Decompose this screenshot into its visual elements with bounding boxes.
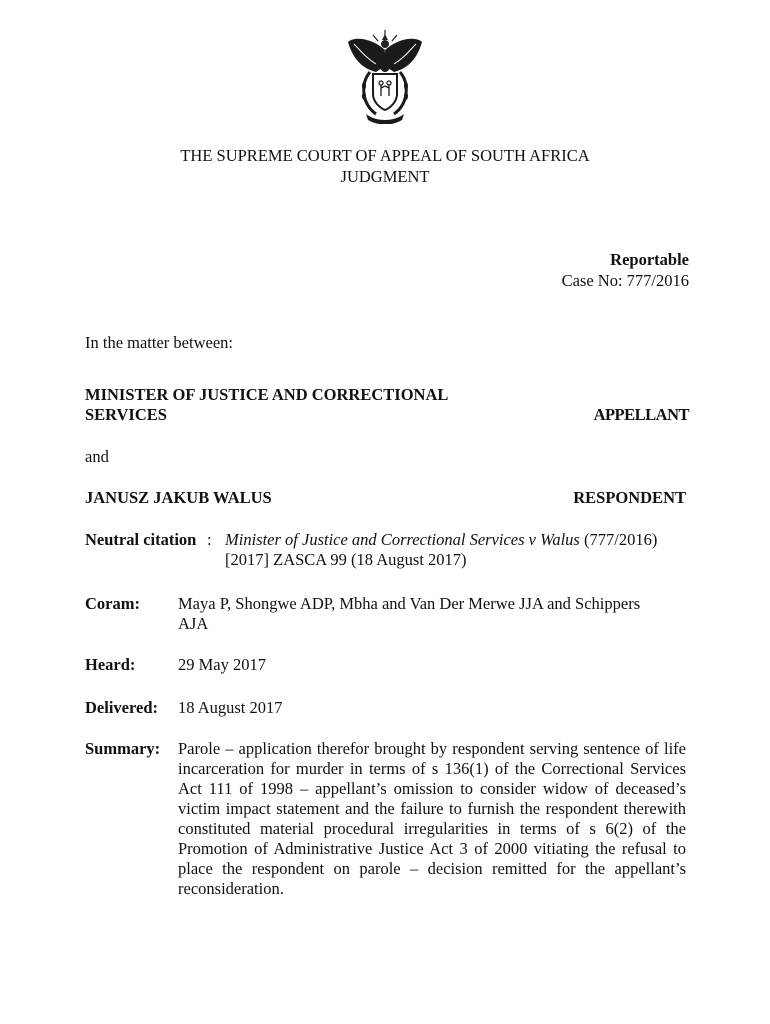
citation-case-number: (777/2016) (579, 530, 658, 549)
citation-reference: [2017] ZASCA 99 (18 August 2017) (225, 550, 467, 569)
document-type: JUDGMENT (340, 167, 430, 186)
coram-text-line1: Maya P, Shongwe ADP, Mbha and Van Der Merwe JJA and Schippers (178, 594, 641, 613)
party-conjunction: and (85, 447, 109, 466)
coram-text-line2: AJA (178, 614, 209, 633)
respondent-role: RESPONDENT (573, 488, 686, 507)
coram-label: Coram: (85, 594, 140, 613)
court-title-block (0, 145, 770, 187)
citation-colon: : (207, 530, 212, 549)
delivered-date: 18 August 2017 (178, 698, 283, 717)
heard-date: 29 May 2017 (178, 655, 266, 674)
appellant-name-line1: MINISTER OF JUSTICE AND CORRECTIONAL (85, 385, 449, 404)
respondent-name: JANUSZ JAKUB WALUS (85, 488, 272, 507)
case-number: Case No: 777/2016 (561, 271, 689, 290)
matter-intro: In the matter between: (85, 333, 233, 352)
appellant-name-line2: SERVICES (85, 405, 167, 424)
summary-text: Parole – application therefor brought by respondent serving sentence of life incarceration for murder in terms of s 136(1) of the Correctional Services Act 111 of 1998 – appellant’s omission to consider widow of deceased’s victim impact statement and the failure to furnish the respondent therewith constituted material procedural irregularities in terms of s 6(2) of the Promotion of Administrative Justice Act 3 of 2000 vitiating the refusal to place the respondent on parole – decision remitted for the appellant’s reconsideration. (178, 739, 686, 898)
citation-text (225, 530, 690, 570)
reportable-status: Reportable (610, 250, 689, 269)
appellant-name (85, 385, 505, 425)
case-info (562, 249, 689, 291)
citation-case-title: Minister of Justice and Correctional Services v Walus (225, 530, 580, 549)
appellant-role: APPELLANT (593, 405, 689, 424)
coram-text (178, 594, 686, 634)
heard-label: Heard: (85, 655, 136, 674)
delivered-label: Delivered: (85, 698, 159, 717)
summary-label: Summary: (85, 739, 161, 758)
citation-label: Neutral citation (85, 530, 197, 549)
court-name: THE SUPREME COURT OF APPEAL OF SOUTH AFRICA (180, 146, 590, 165)
coat-of-arms-icon (342, 28, 428, 124)
